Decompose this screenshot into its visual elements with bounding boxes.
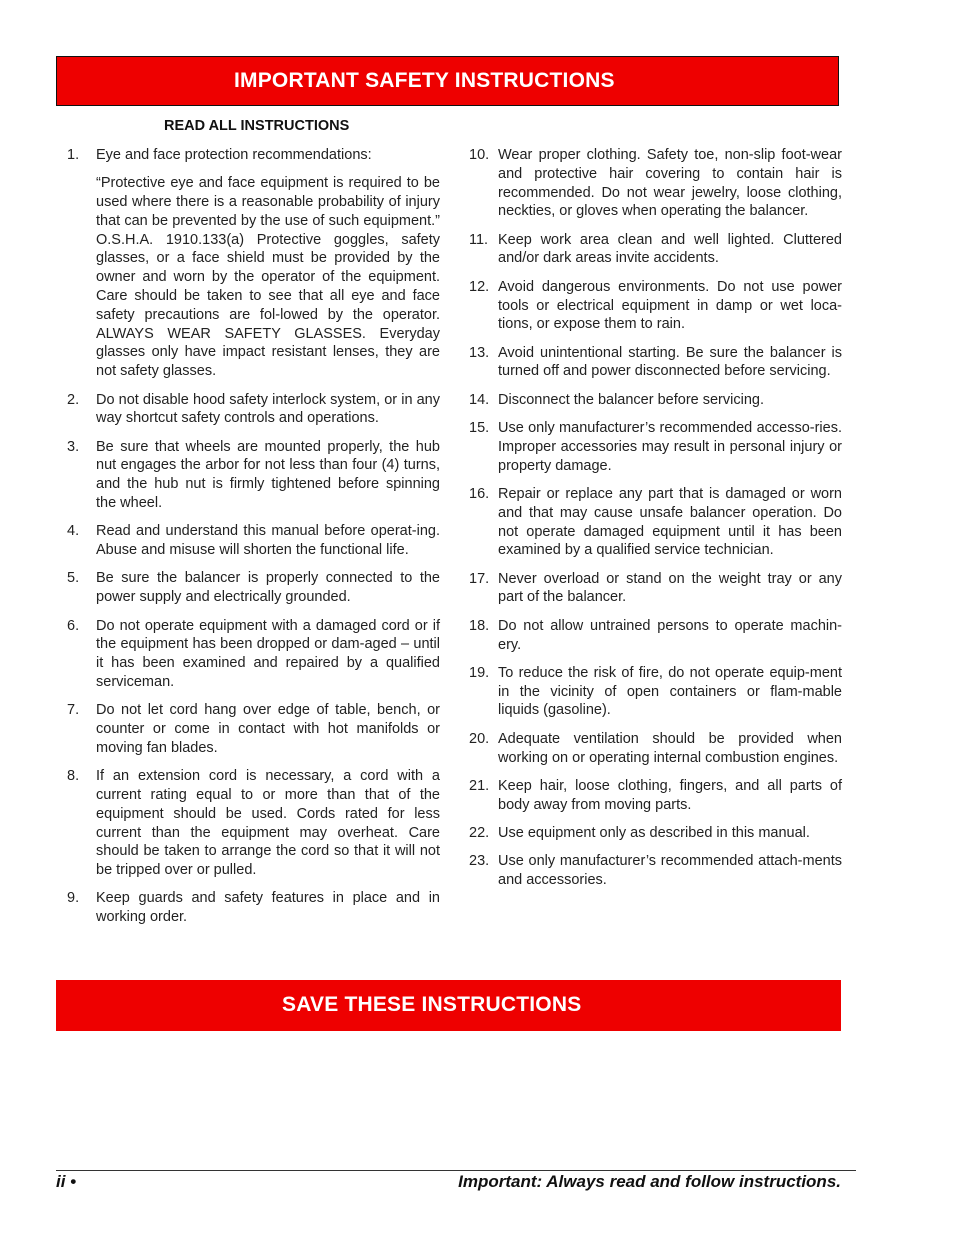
left-column <box>62 146 440 936</box>
list-item <box>464 344 842 382</box>
item-text: Keep work area clean and well lighted. Cluttered and/or dark areas invite accidents. <box>498 231 842 267</box>
item-text: Eye and face protection recommendations: <box>96 147 372 163</box>
list-item <box>62 701 440 757</box>
footer-divider <box>56 1170 856 1171</box>
safety-instructions-banner <box>56 56 839 106</box>
item-text: Be sure the balancer is properly connected to the power supply and electrically grounded. <box>96 570 440 606</box>
item-number: 8. <box>67 768 80 785</box>
item-number: 18. <box>469 617 490 634</box>
item-text: Disconnect the balancer before servicing. <box>498 391 764 408</box>
item-number: 3. <box>67 438 80 455</box>
item-number: 15. <box>469 420 490 437</box>
item-number: 10. <box>469 147 490 163</box>
item-text: Do not let cord hang over edge of table, bench, or counter or come in contact with hot manifolds or moving fan blades. <box>96 702 440 756</box>
item-number: 2. <box>67 391 80 408</box>
list-item <box>464 852 842 890</box>
item-number: 1. <box>67 147 80 163</box>
item-text: Use only manufacturer’s recommended attach-ments and accessories. <box>498 853 842 888</box>
item-text: Avoid unintentional starting. Be sure the balancer is turned off and power disconnected before servicing. <box>498 344 842 380</box>
list-item <box>464 730 842 768</box>
item-text: Use equipment only as described in this manual. <box>498 824 810 841</box>
item-quote: “Protective eye and face equipment is required to be used where there is a reasonable probability of injury that can be prevented by the use of such equipment.” O.S.H.A. 1910.133(a) Protective goggles, safety glasses, or a face shield must be provided by the owner and worn by the operator of the equipment. Care should be taken to see that all eye and face safety precautions are fol-lowed by the operator. ALWAYS WEAR SAFETY GLASSES. Everyday glasses only have impact resistant lenses, they are not safety glasses. <box>96 175 440 380</box>
item-text: Avoid dangerous environments. Do not use power tools or electrical equipment in damp or wet loca-tions, or expose them to rain. <box>498 278 842 333</box>
list-item <box>464 278 842 334</box>
item-number: 12. <box>469 278 490 295</box>
list-item <box>464 777 842 815</box>
list-item <box>62 146 440 381</box>
item-text: Keep hair, loose clothing, fingers, and all parts of body away from moving parts. <box>498 777 842 813</box>
item-number: 23. <box>469 853 490 870</box>
list-item <box>62 438 440 513</box>
list-item <box>62 767 440 880</box>
item-text: Wear proper clothing. Safety toe, non-slip foot-wear and protective hair covering to contain hair is recommended. Do not wear jewelry, loose clothing, neckties, or gloves when operating the balancer. <box>498 147 842 220</box>
list-item <box>464 391 842 410</box>
list-item <box>62 569 440 607</box>
list-item <box>464 231 842 269</box>
item-number: 9. <box>67 890 80 907</box>
right-column <box>464 146 842 899</box>
item-number: 21. <box>469 777 490 794</box>
item-number: 11. <box>469 231 489 248</box>
list-item <box>464 570 842 608</box>
list-item <box>464 485 842 560</box>
save-banner-title: SAVE THESE INSTRUCTIONS <box>282 993 582 1016</box>
item-number: 17. <box>469 570 490 587</box>
list-item <box>464 824 842 843</box>
list-item <box>464 419 842 475</box>
list-item <box>464 146 842 221</box>
item-number: 7. <box>67 702 80 719</box>
list-item <box>464 617 842 655</box>
list-item <box>464 664 842 720</box>
item-text: To reduce the risk of fire, do not operate equip-ment in the vicinity of open containers or flam-mable liquids (gasoline). <box>498 664 842 719</box>
save-instructions-banner <box>56 980 841 1031</box>
item-number: 22. <box>469 824 490 841</box>
item-text: Use only manufacturer’s recommended accesso-ries. Improper accessories may result in personal injury or property damage. <box>498 420 842 474</box>
read-all-subheading: READ ALL INSTRUCTIONS <box>164 118 350 134</box>
item-text: Never overload or stand on the weight tray or any part of the balancer. <box>498 570 842 606</box>
item-text: Do not allow untrained persons to operate machin-ery. <box>498 617 842 653</box>
item-text: If an extension cord is necessary, a cord with a current rating equal to or more than that of the equipment should be used. Cords rated for less current than the equipment may overheat. Care should be taken to arrange the cord so that it will not be tripped over or pulled. <box>96 768 440 879</box>
banner-title: IMPORTANT SAFETY INSTRUCTIONS <box>234 69 615 92</box>
item-number: 6. <box>67 617 80 634</box>
list-item <box>62 617 440 692</box>
list-item <box>62 522 440 560</box>
item-number: 19. <box>469 664 490 681</box>
item-number: 4. <box>67 523 80 540</box>
page-number: ii • <box>56 1172 77 1191</box>
item-number: 16. <box>469 485 490 502</box>
item-number: 14. <box>469 391 490 408</box>
item-text: Repair or replace any part that is damaged or worn and that may cause unsafe balancer operation. Do not operate damaged equipment until it has been examined by a qualified service technician. <box>498 485 842 559</box>
list-item <box>62 889 440 927</box>
item-number: 5. <box>67 570 80 587</box>
list-item <box>62 391 440 429</box>
item-text: Do not operate equipment with a damaged cord or if the equipment has been dropped or dam-aged – until it has been examined and repaired by a qualified serviceman. <box>96 617 440 690</box>
item-number: 20. <box>469 730 490 747</box>
footer-note: Important: Always read and follow instructions. <box>458 1172 841 1191</box>
item-text: Be sure that wheels are mounted properly, the hub nut engages the arbor for not less than four (4) turns, and the hub nut is firmly tightened before spinning the wheel. <box>96 438 440 512</box>
item-text: Read and understand this manual before operat-ing. Abuse and misuse will shorten the functional life. <box>96 523 440 559</box>
item-number: 13. <box>469 344 490 361</box>
item-text: Keep guards and safety features in place and in working order. <box>96 890 440 926</box>
item-text: Adequate ventilation should be provided when working on or operating internal combustion engines. <box>498 730 842 766</box>
item-text: Do not disable hood safety interlock system, or in any way shortcut safety controls and operations. <box>96 391 440 427</box>
